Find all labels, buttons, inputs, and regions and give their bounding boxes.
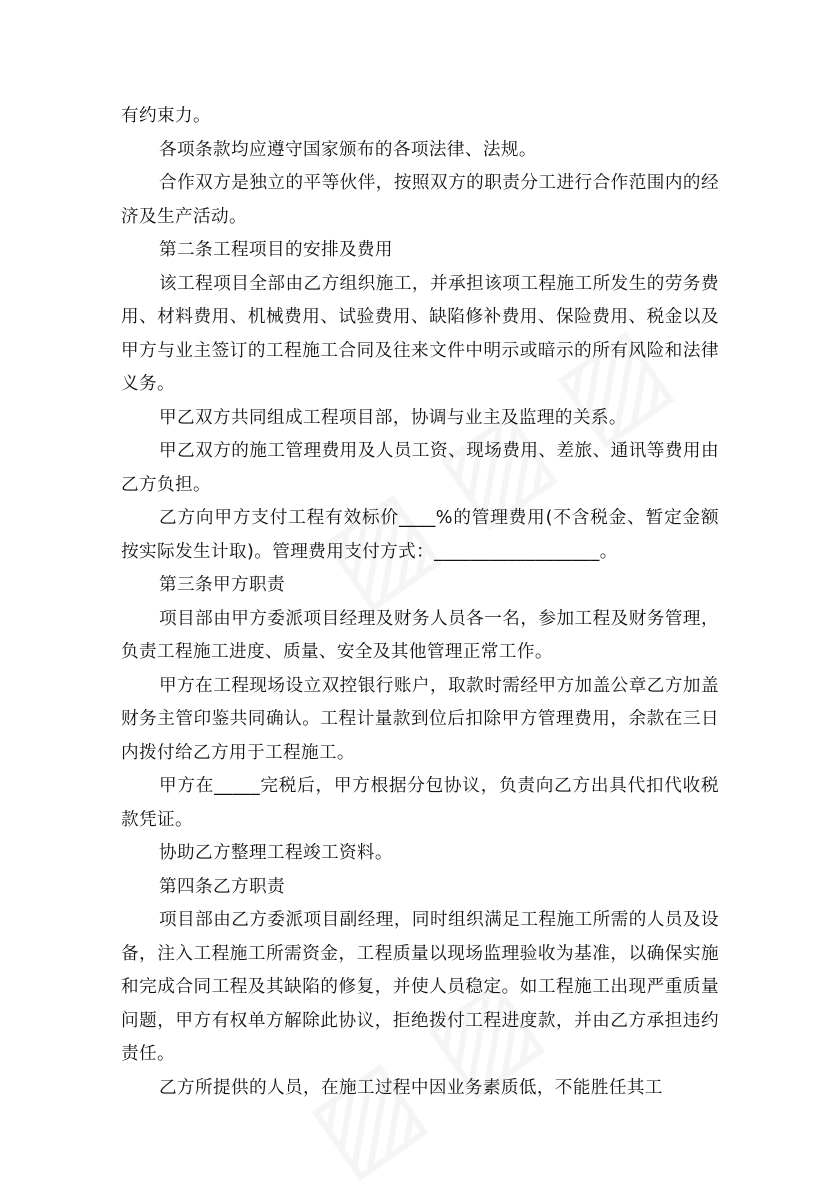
paragraph: 乙方所提供的人员，在施工过程中因业务素质低，不能胜任其工 (159, 1077, 663, 1098)
paragraph: 甲乙双方的施工管理费用及人员工资、现场费用、差旅、通讯等费用由乙方负担。 (121, 441, 719, 495)
section-heading: 第三条甲方职责 (159, 575, 285, 595)
paragraph: 各项条款均应遵守国家颁布的各项法律、法规。 (159, 139, 537, 160)
paragraph: 甲方在_____完税后，甲方根据分包协议，负责向乙方出具代扣代收税款凭证。 (121, 776, 719, 830)
paragraph: 项目部由乙方委派项目副经理，同时组织满足工程施工所需的人员及设备，注入工程施工所需资金，工程质量以现场监理验收为基准，以确保实施和完成合同工程及其缺陷的修复，并使人员稳定。如工程施工出现严重质量问题，甲方有权单方解除此协议，拒绝拨付工程进度款，并由乙方承担违约责任。 (121, 910, 719, 1064)
section-heading: 第四条乙方职责 (159, 876, 285, 897)
paragraph: 有约束力。 (121, 106, 211, 126)
paragraph: 甲乙双方共同组成工程项目部，协调与业主及监理的关系。 (159, 407, 627, 428)
paragraph: 甲方在工程现场设立双控银行账户，取款时需经甲方加盖公章乙方加盖财务主管印鉴共同确认。工程计量款到位后扣除甲方管理费用，余款在三日内拨付给乙方用于工程施工。 (121, 675, 719, 763)
section-heading: 第二条工程项目的安排及费用 (159, 240, 393, 260)
paragraph: 协助乙方整理工程竣工资料。 (159, 843, 393, 863)
paragraph: 乙方向甲方支付工程有效标价____%的管理费用(不含税金、暂定金额按实际发生计取)。管理费用支付方式：__________________。 (121, 508, 719, 562)
paragraph: 该工程项目全部由乙方组织施工，并承担该项工程施工所发生的劳务费用、材料费用、机械费用、试验费用、缺陷修补费用、保险费用、税金以及甲方与业主签订的工程施工合同及往来文件中明示或暗示的所有风险和法律义务。 (121, 273, 719, 394)
paragraph: 项目部由甲方委派项目经理及财务人员各一名，参加工程及财务管理，负责工程施工进度、质量、安全及其他管理正常工作。 (121, 608, 719, 662)
paragraph: 合作双方是独立的平等伙伴，按照双方的职责分工进行合作范围内的经济及生产活动。 (121, 173, 719, 227)
document-body (121, 100, 719, 1105)
